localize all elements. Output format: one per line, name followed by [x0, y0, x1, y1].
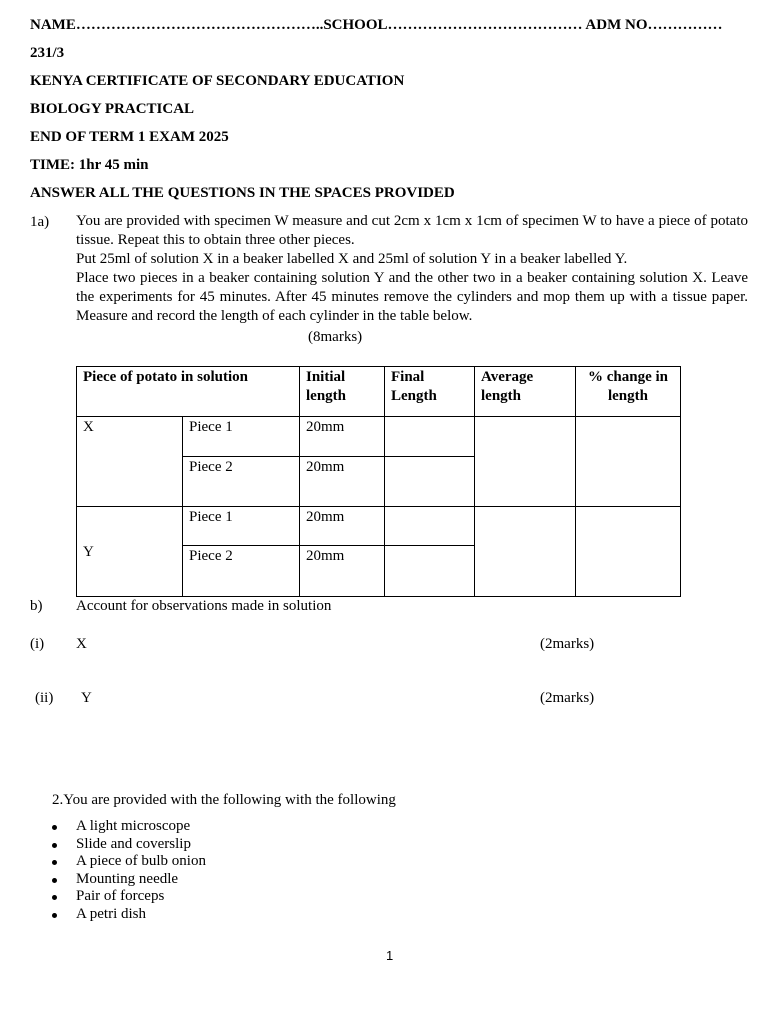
- question-2-intro: 2.You are provided with the following with the following: [52, 792, 396, 808]
- list-item: Pair of forceps: [50, 888, 206, 906]
- question-1b-text: Account for observations made in solution: [76, 598, 332, 614]
- list-item: A petri dish: [50, 906, 206, 924]
- initial-length-cell: 20mm: [300, 457, 385, 507]
- part-i-text: X: [76, 636, 87, 652]
- part-i-marks: (2marks): [540, 636, 595, 652]
- average-length-answer-cell[interactable]: [475, 507, 576, 597]
- list-item: Mounting needle: [50, 871, 206, 889]
- header-initial-length: Initial length: [300, 367, 385, 417]
- question-1a-paragraph: You are provided with specimen W measure and cut 2cm x 1cm x 1cm of specimen W to have a piece of potato tissue. Repeat this to obtain three other pieces.: [76, 213, 748, 248]
- solution-y-cell: Y: [77, 507, 183, 597]
- question-1a-paragraph: Place two pieces in a beaker containing solution Y and the other two in a beaker containing solution X. Leave the experiments for 45 minutes. After 45 minutes remove the cylinders and mop them up with a tissue paper. Measure and record the length of each cylinder in the table below.: [76, 270, 748, 324]
- part-ii-text: Y: [81, 690, 92, 706]
- piece-name-cell: Piece 2: [183, 546, 300, 597]
- exam-body: KENYA CERTIFICATE OF SECONDARY EDUCATION: [30, 73, 405, 89]
- table-row: [77, 507, 681, 546]
- part-i-label: (i): [30, 636, 45, 652]
- piece-name-cell: Piece 1: [183, 507, 300, 546]
- question-1b-label: b): [30, 598, 43, 614]
- subject-title: BIOLOGY PRACTICAL: [30, 101, 195, 117]
- question-1a-label: 1a): [30, 214, 50, 230]
- question-1a-text: [76, 212, 748, 326]
- percent-change-answer-cell[interactable]: [576, 507, 681, 597]
- initial-length-cell: 20mm: [300, 417, 385, 457]
- question-1a-paragraph: Put 25ml of solution X in a beaker labelled X and 25ml of solution Y in a beaker labelled Y.: [76, 251, 628, 267]
- average-length-answer-cell[interactable]: [475, 417, 576, 507]
- header-percent-change: % change in length: [576, 367, 681, 417]
- materials-list: [50, 818, 206, 924]
- paper-code: 231/3: [30, 45, 65, 61]
- percent-change-answer-cell[interactable]: [576, 417, 681, 507]
- final-length-answer-cell[interactable]: [385, 417, 475, 457]
- solution-x-cell: X: [77, 417, 183, 507]
- question-1a-marks: (8marks): [308, 329, 363, 345]
- initial-length-cell: 20mm: [300, 507, 385, 546]
- header-piece-of-potato: Piece of potato in solution: [77, 367, 300, 417]
- page-number: 1: [386, 948, 394, 963]
- results-table: [76, 366, 681, 597]
- time-allowed: TIME: 1hr 45 min: [30, 157, 149, 173]
- list-item: A light microscope: [50, 818, 206, 836]
- instructions: ANSWER ALL THE QUESTIONS IN THE SPACES PROVIDED: [30, 185, 455, 201]
- final-length-answer-cell[interactable]: [385, 457, 475, 507]
- exam-title: END OF TERM 1 EXAM 2025: [30, 129, 229, 145]
- final-length-answer-cell[interactable]: [385, 507, 475, 546]
- list-item: Slide and coverslip: [50, 836, 206, 854]
- list-item: A piece of bulb onion: [50, 853, 206, 871]
- table-row: [77, 417, 681, 457]
- piece-name-cell: Piece 2: [183, 457, 300, 507]
- student-details-line: NAME…………………………………………..SCHOOL………………………………… ADM NO……………: [30, 17, 723, 33]
- piece-name-cell: Piece 1: [183, 417, 300, 457]
- initial-length-cell: 20mm: [300, 546, 385, 597]
- final-length-answer-cell[interactable]: [385, 546, 475, 597]
- part-ii-marks: (2marks): [540, 690, 595, 706]
- header-average-length: Average length: [475, 367, 576, 417]
- header-final-length: Final Length: [385, 367, 475, 417]
- part-ii-label: (ii): [35, 690, 54, 706]
- table-header-row: [77, 367, 681, 417]
